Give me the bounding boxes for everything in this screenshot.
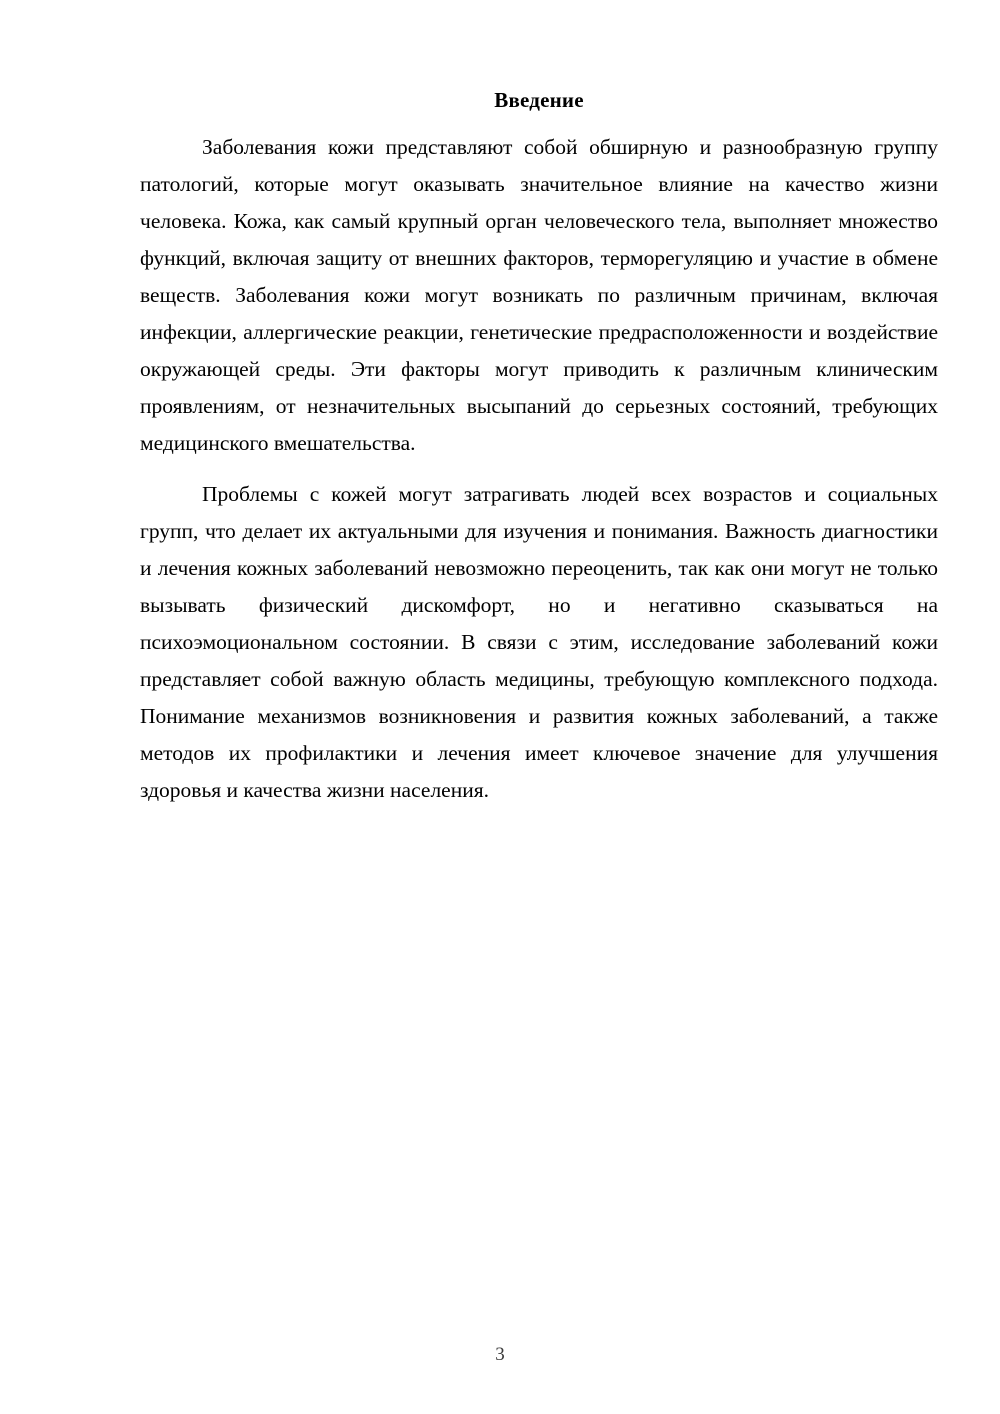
paragraph-intro-2: Проблемы с кожей могут затрагивать людей всех возрастов и социальных групп, что делает их актуальными для изучения и понимания. Важность диагностики и лечения кожных заболеваний невозможно переоценить, так как они могут не только вызывать физический дискомфорт, но и негативно сказываться на психоэмоциональном состоянии. В связи с этим, исследование заболеваний кожи представляет собой важную область медицины, требующую комплексного подхода. Понимание механизмов возникновения и развития кожных заболеваний, а также методов их профилактики и лечения имеет ключевое значение для улучшения здоровья и качества жизни населения. — [140, 482, 938, 803]
page-title: Введение — [494, 88, 584, 112]
paragraph-intro-1: Заболевания кожи представляют собой обширную и разнообразную группу патологий, которые могут оказывать значительное влияние на качество жизни человека. Кожа, как самый крупный орган человеческого тела, выполняет множество функций, включая защиту от внешних факторов, терморегуляцию и участие в обмене веществ. Заболевания кожи могут возникать по различным причинам, включая инфекции, аллергические реакции, генетические предрасположенности и воздействие окружающей среды. Эти факторы могут приводить к различным клиническим проявлениям, от незначительных высыпаний до серьезных состояний, требующих медицинского вмешательства. — [140, 135, 938, 456]
page-number: 3 — [495, 1344, 505, 1365]
